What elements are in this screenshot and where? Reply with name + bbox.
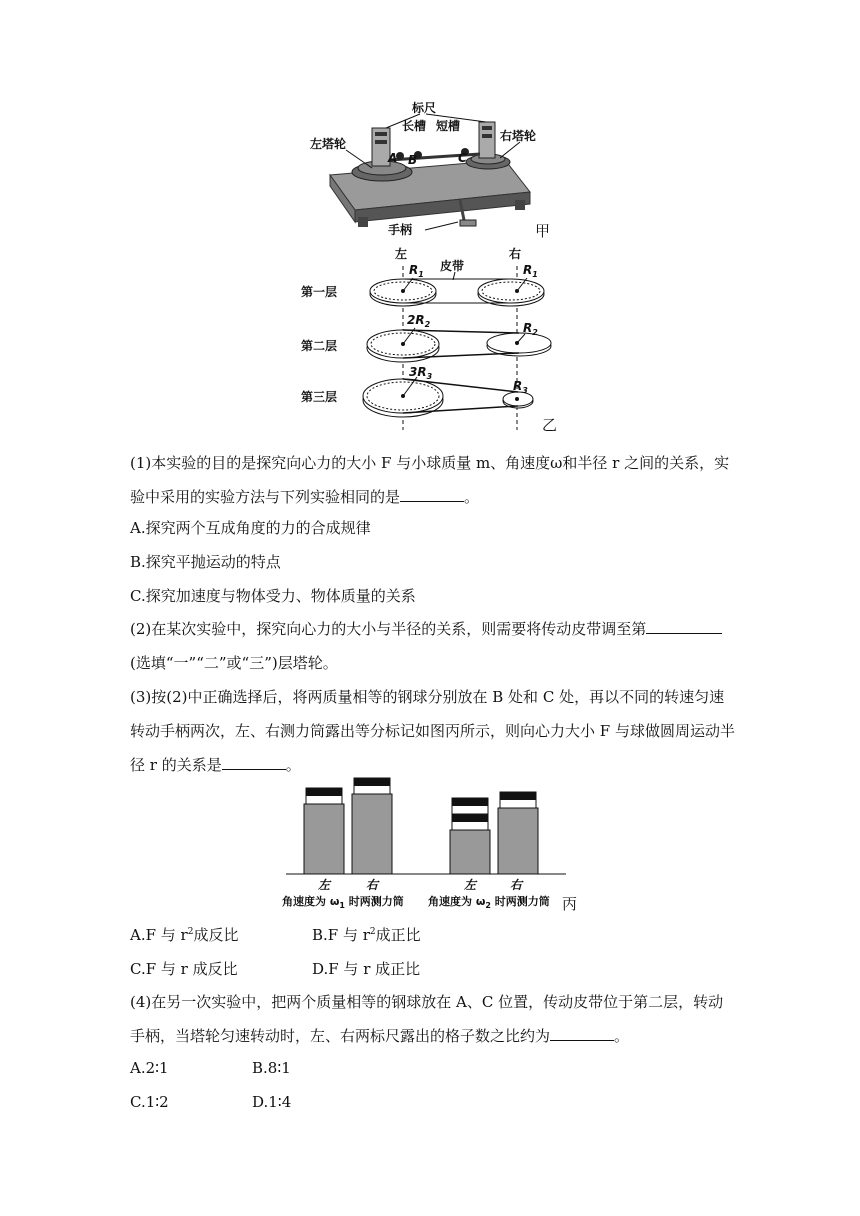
ruler-mark <box>354 778 390 786</box>
ruler-mark <box>452 798 488 806</box>
left-radius-1: R <box>409 263 419 277</box>
label-belt: 皮带 <box>440 259 465 273</box>
force-cylinders-figure <box>276 776 576 916</box>
figure-tag-yi: 乙 <box>542 416 558 434</box>
right-radius-3-sub: 3 <box>522 386 528 395</box>
apparatus-figure <box>300 100 540 240</box>
label-ruler: 标尺 <box>412 101 437 115</box>
pulley-layers-figure <box>295 244 558 434</box>
ruler-mark <box>500 792 536 800</box>
label-b: B <box>408 153 418 167</box>
label-left: 左 <box>395 247 408 261</box>
question-4-text: (4)在另一次实验中，把两个质量相等的钢球放在 A、C 位置，传动皮带位于第二层，转动手柄，当塔轮匀速转动时，左、右两标尺露出的格子数之比约为 <box>130 993 724 1045</box>
left-radius-2-sub: 2 <box>424 320 431 329</box>
label-right-2: 右 <box>510 878 523 892</box>
svg-text:2R2 <box>407 313 431 329</box>
caption-2: 角速度为 $\omega_2$ 时两测力筒 <box>428 895 550 910</box>
question-3-text: (3)按(2)中正确选择后，将两质量相等的钢球分别放在 B 处和 C 处，再以不同的转速匀速转动手柄两次，左、右测力筒露出等分标记如图丙所示，则向心力大小 F 与球做圆周运动半径 r 的关系是 <box>130 688 735 774</box>
question-4-answer-blank[interactable] <box>550 1026 614 1041</box>
question-1-option-c: C.探究加速度与物体受力、物体质量的关系 <box>130 587 416 605</box>
right-radius-2: R <box>523 321 533 335</box>
label-handle: 手柄 <box>388 223 413 237</box>
question-3-option-c: C.F 与 r 成反比 <box>130 960 238 978</box>
question-4 <box>130 985 738 1053</box>
cylinder-right-1 <box>352 794 392 874</box>
question-1 <box>130 446 738 514</box>
question-3 <box>130 680 738 782</box>
right-radius-1-sub: 1 <box>532 270 538 279</box>
label-layer-1: 第一层 <box>301 285 338 299</box>
left-radius-2: 2R <box>407 313 425 327</box>
marks-left-2 <box>452 798 488 830</box>
right-radius-3: R <box>513 379 523 393</box>
svg-text:R3 <box>513 379 528 395</box>
question-1-option-a: A.探究两个互成角度的力的合成规律 <box>130 519 371 537</box>
question-1-option-b: B.探究平抛运动的特点 <box>130 553 281 571</box>
figure-tag-bing: 丙 <box>562 895 578 913</box>
label-layer-3: 第三层 <box>301 390 338 404</box>
svg-text:3R3 <box>409 365 433 381</box>
question-1-end: 。 <box>464 488 480 506</box>
question-2-pre: (2)在某次实验中，探究向心力的大小与半径的关系，则需要将传动皮带调至第 <box>130 620 647 638</box>
label-long-groove: 长槽 <box>402 119 427 133</box>
label-layer-2: 第二层 <box>301 339 338 353</box>
question-3-option-b: B.F 与 $r^2$成正比 <box>312 926 421 944</box>
left-radius-3-sub: 3 <box>426 372 433 381</box>
svg-text:R1 <box>409 263 424 279</box>
left-radius-3: 3R <box>409 365 427 379</box>
marks-left-1 <box>306 788 342 804</box>
question-1-text: (1)本实验的目的是探究向心力的大小 F 与小球质量 m、角速度ω和半径 r 之间的关系，实验中采用的实验方法与下列实验相同的是 <box>130 454 730 506</box>
question-2-post: (选填“一”“二”或“三”)层塔轮。 <box>130 654 338 672</box>
svg-text:R2 <box>523 321 538 337</box>
question-3-option-d: D.F 与 r 成正比 <box>312 960 421 978</box>
label-short-groove: 短槽 <box>436 119 461 133</box>
question-3-option-a: A.F 与 $r^2$成反比 <box>130 926 239 944</box>
left-radius-1-sub: 1 <box>418 270 424 279</box>
question-2 <box>130 612 738 680</box>
marks-right-1 <box>354 778 390 794</box>
ruler-mark <box>452 814 488 822</box>
label-right: 右 <box>509 247 522 261</box>
right-radius-2-sub: 2 <box>532 328 538 337</box>
question-3-end: 。 <box>285 756 301 774</box>
cylinder-right-2 <box>498 808 538 874</box>
question-1-answer-blank[interactable] <box>400 487 464 502</box>
question-4-option-d: D.1∶4 <box>252 1093 292 1111</box>
label-a: A <box>388 151 398 165</box>
label-c: C <box>458 151 467 165</box>
question-4-option-b: B.8∶1 <box>252 1059 291 1077</box>
svg-text:R1 <box>523 263 538 279</box>
right-radius-1: R <box>523 263 533 277</box>
figure-tag-jia: 甲 <box>535 222 551 240</box>
question-3-answer-blank[interactable] <box>222 755 286 770</box>
label-left-2: 左 <box>464 878 477 892</box>
question-4-end: 。 <box>614 1027 630 1045</box>
cylinder-left-1 <box>304 804 344 874</box>
label-right-1: 右 <box>366 878 379 892</box>
label-left-1: 左 <box>318 878 331 892</box>
question-4-option-a: A.2∶1 <box>130 1059 169 1077</box>
label-left-wheel: 左塔轮 <box>310 137 347 151</box>
marks-right-2 <box>500 792 536 808</box>
caption-1: 角速度为 $\omega_1$ 时两测力筒 <box>282 895 404 910</box>
ruler-mark <box>306 788 342 796</box>
label-right-wheel: 右塔轮 <box>500 129 537 143</box>
cylinder-left-2 <box>450 830 490 874</box>
question-2-answer-blank[interactable] <box>646 619 722 634</box>
question-4-option-c: C.1∶2 <box>130 1093 169 1111</box>
